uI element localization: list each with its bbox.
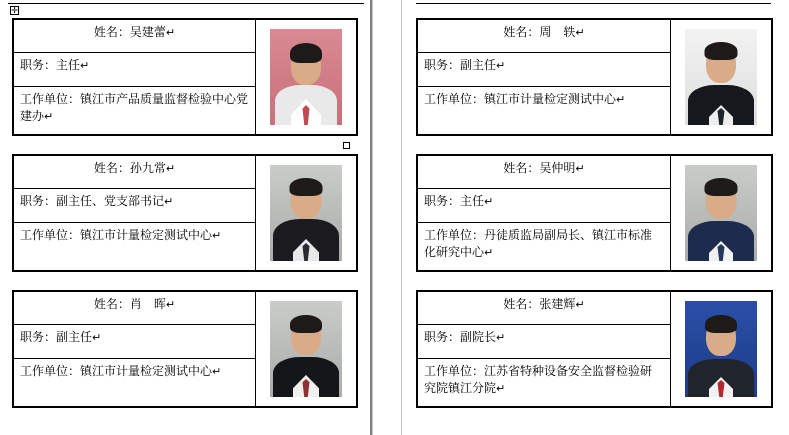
paragraph-mark: ↵: [496, 331, 506, 345]
paragraph-mark: ↵: [575, 298, 585, 311]
portrait-photo: [270, 29, 342, 125]
card-post-cell: [14, 325, 256, 358]
name-label: 姓名：: [93, 161, 130, 175]
post-label: 职务：: [424, 58, 461, 73]
paragraph-mark: ↵: [616, 92, 626, 106]
name-value: 吴建蕾: [129, 25, 166, 39]
post-value: 副主任: [460, 58, 497, 73]
card-photo-cell: [256, 156, 357, 271]
name-value: 肖 晖: [129, 297, 166, 311]
card-post-cell: [14, 53, 256, 86]
unit-value: 镇江市计量检定测试中心: [80, 363, 213, 378]
paragraph-mark: ↵: [212, 228, 222, 242]
page-top-rule: [416, 3, 771, 4]
table-move-handle-icon[interactable]: ✛: [11, 6, 18, 15]
person-card[interactable]: [416, 290, 773, 408]
portrait-photo: [270, 301, 342, 397]
portrait-photo: [270, 165, 342, 261]
name-value: 周 轶: [539, 25, 576, 39]
unit-value: 江苏省特种设备安全监督检验研究院镇江分院: [424, 363, 653, 395]
page-gutter: [372, 0, 402, 435]
name-value: 张建辉: [539, 297, 576, 311]
portrait-photo: [685, 301, 757, 397]
card-unit-cell: [418, 358, 671, 406]
post-value: 副院长: [460, 330, 497, 345]
person-card[interactable]: [12, 18, 358, 136]
post-value: 主任: [460, 194, 485, 209]
paragraph-mark: ↵: [80, 59, 90, 73]
paragraph-mark: ↵: [165, 162, 176, 175]
post-value: 主任: [56, 58, 81, 73]
paragraph-mark: ↵: [496, 381, 506, 395]
card-photo-cell: [256, 292, 357, 407]
paragraph-mark: ↵: [165, 26, 176, 39]
post-value: 副主任: [56, 330, 93, 345]
card-name-cell: [14, 20, 256, 53]
paragraph-mark: ↵: [575, 162, 585, 175]
paragraph-mark: ↵: [92, 331, 102, 345]
name-value: 孙九常: [129, 161, 166, 175]
name-label: 姓名：: [503, 25, 540, 39]
unit-value: 镇江市产品质量监督检验中心党建办: [20, 91, 249, 123]
name-label: 姓名：: [503, 161, 540, 175]
post-label: 职务：: [424, 194, 461, 209]
card-photo-cell: [671, 20, 772, 135]
unit-label: 工作单位：: [20, 91, 81, 106]
card-photo-cell: [256, 20, 357, 135]
unit-label: 工作单位：: [20, 227, 81, 242]
card-unit-cell: [418, 86, 671, 134]
portrait-photo: [685, 29, 757, 125]
unit-value: 丹徒质监局副局长、镇江市标准化研究中心: [424, 227, 653, 259]
page-top-rule: [8, 3, 364, 4]
person-card[interactable]: [12, 290, 358, 408]
card-post-cell: [14, 189, 256, 222]
post-label: 职务：: [424, 330, 461, 345]
card-post-cell: [418, 53, 671, 86]
card-unit-cell: [14, 86, 256, 134]
post-label: 职务：: [20, 194, 57, 209]
card-unit-cell: [14, 222, 256, 270]
card-unit-cell: [14, 358, 256, 406]
name-label: 姓名：: [503, 297, 540, 311]
post-label: 职务：: [20, 58, 57, 73]
card-name-cell: [418, 292, 671, 325]
unit-label: 工作单位：: [20, 363, 81, 378]
unit-label: 工作单位：: [424, 91, 485, 106]
card-post-cell: [418, 325, 671, 358]
name-label: 姓名：: [93, 297, 130, 311]
person-card[interactable]: [416, 18, 773, 136]
card-name-cell: [418, 156, 671, 189]
unit-value: 镇江市计量检定测试中心: [80, 227, 213, 242]
unit-value: 镇江市计量检定测试中心: [484, 91, 617, 106]
person-card[interactable]: [416, 154, 773, 272]
document-page-left[interactable]: [0, 0, 372, 435]
card-photo-cell: [671, 292, 772, 407]
paragraph-mark: ↵: [44, 109, 54, 123]
unit-label: 工作单位：: [424, 227, 485, 242]
paragraph-mark: ↵: [164, 195, 174, 209]
card-photo-cell: [671, 156, 772, 271]
table-resize-handle-icon[interactable]: [343, 142, 350, 149]
document-page-right[interactable]: [402, 0, 787, 435]
unit-label: 工作单位：: [424, 363, 485, 378]
paragraph-mark: ↵: [484, 195, 494, 209]
card-unit-cell: [418, 222, 671, 270]
paragraph-mark: ↵: [212, 364, 222, 378]
card-name-cell: [14, 292, 256, 325]
card-name-cell: [14, 156, 256, 189]
name-label: 姓名：: [93, 25, 130, 39]
post-label: 职务：: [20, 330, 57, 345]
paragraph-mark: ↵: [484, 245, 494, 259]
card-post-cell: [418, 189, 671, 222]
paragraph-mark: ↵: [496, 59, 506, 73]
paragraph-mark: ↵: [575, 26, 585, 39]
post-value: 副主任、党支部书记: [56, 194, 165, 209]
card-name-cell: [418, 20, 671, 53]
portrait-photo: [685, 165, 757, 261]
paragraph-mark: ↵: [165, 298, 176, 311]
name-value: 吴仲明: [539, 161, 576, 175]
person-card[interactable]: [12, 154, 358, 272]
